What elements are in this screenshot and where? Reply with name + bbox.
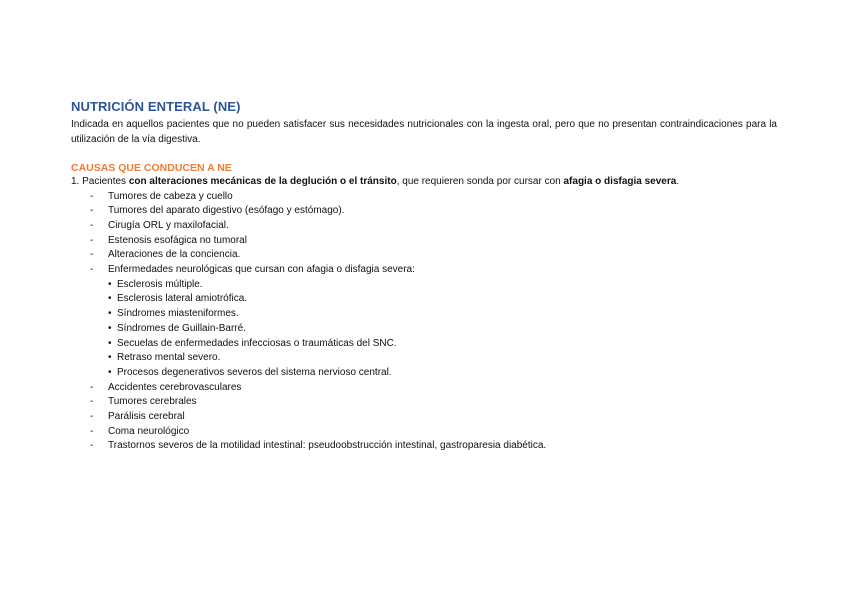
list-item [71, 263, 777, 381]
list-item [71, 248, 777, 263]
sublist-item-text: Esclerosis múltiple. [117, 278, 203, 290]
list-item-text: Accidentes cerebrovasculares [108, 381, 242, 393]
list-item [71, 425, 777, 440]
sublist-item-text: Síndromes miasteniformes. [117, 308, 239, 320]
list-item [71, 439, 777, 454]
list-item-text: Cirugía ORL y maxilofacial. [108, 219, 229, 231]
sublist-item-text: Esclerosis lateral amiotrófica. [117, 293, 248, 305]
item-text-a: Pacientes [82, 176, 129, 187]
dash-marker: - [90, 440, 94, 452]
causes-list [71, 190, 777, 455]
bullet-marker: • [108, 366, 112, 378]
dash-marker: - [90, 205, 94, 217]
list-item-text: Tumores de cabeza y cuello [108, 190, 233, 202]
list-item-text: Alteraciones de la conciencia. [108, 249, 241, 261]
dash-marker: - [90, 249, 94, 261]
list-item [71, 219, 777, 234]
sublist-item [108, 337, 777, 352]
bullet-marker: • [108, 278, 112, 290]
numbered-item-1 [71, 175, 777, 190]
dash-marker: - [90, 219, 94, 231]
dash-marker: - [90, 411, 94, 423]
bullet-marker: • [108, 322, 112, 334]
sublist-item [108, 292, 777, 307]
sublist-item-text: Síndromes de Guillain-Barré. [117, 322, 246, 334]
list-item [71, 234, 777, 249]
list-item-text: Tumores del aparato digestivo (esófago y estómago). [108, 205, 345, 217]
item-text-b: , que requieren sonda por cursar con [396, 176, 564, 187]
item-bold-a: con alteraciones mecánicas de la deglución o el tránsito [128, 176, 397, 187]
list-item-text: Trastornos severos de la motilidad intestinal: pseudoobstrucción intestinal, gastroparesia diabética. [108, 440, 547, 452]
list-item-text: Parálisis cerebral [108, 411, 185, 423]
list-item-text: Estenosis esofágica no tumoral [108, 234, 247, 246]
bullet-marker: • [108, 293, 112, 305]
item-number: 1. [71, 176, 80, 187]
sublist-item-text: Procesos degenerativos severos del sistema nervioso central. [117, 366, 392, 378]
page-title: NUTRICIÓN ENTERAL (NE) [71, 99, 241, 114]
dash-marker: - [90, 234, 94, 246]
sublist-item [108, 307, 777, 322]
list-item [71, 190, 777, 205]
list-item-text: Enfermedades neurológicas que cursan con afagia o disfagia severa: [108, 264, 415, 276]
sublist-item [108, 278, 777, 293]
bullet-marker: • [108, 352, 112, 364]
document-page [71, 98, 777, 454]
list-item [71, 410, 777, 425]
dash-marker: - [90, 264, 94, 276]
dash-marker: - [90, 396, 94, 408]
list-item [71, 381, 777, 396]
sublist-item [108, 322, 777, 337]
intro-paragraph: Indicada en aquellos pacientes que no pueden satisfacer sus necesidades nutricionales con la ingesta oral, pero que no presentan contraindicaciones para la utilización de la vía digestiva. [71, 119, 777, 145]
bullet-marker: • [108, 337, 112, 349]
list-item [71, 204, 777, 219]
item-bold-b: afagia o disfagia severa [563, 176, 677, 187]
list-item-text: Tumores cerebrales [108, 396, 197, 408]
sublist-item [108, 366, 777, 381]
sublist-item [108, 351, 777, 366]
dash-marker: - [90, 381, 94, 393]
section-heading: CAUSAS QUE CONDUCEN A NE [71, 162, 232, 174]
dash-marker: - [90, 190, 94, 202]
list-item [71, 395, 777, 410]
item-text-c: . [676, 176, 680, 187]
list-item-text: Coma neurológico [108, 425, 190, 437]
sublist-item-text: Retraso mental severo. [117, 352, 221, 364]
bullet-marker: • [108, 308, 112, 320]
neuro-sublist [108, 278, 777, 381]
sublist-item-text: Secuelas de enfermedades infecciosas o traumáticas del SNC. [117, 337, 397, 349]
dash-marker: - [90, 425, 94, 437]
